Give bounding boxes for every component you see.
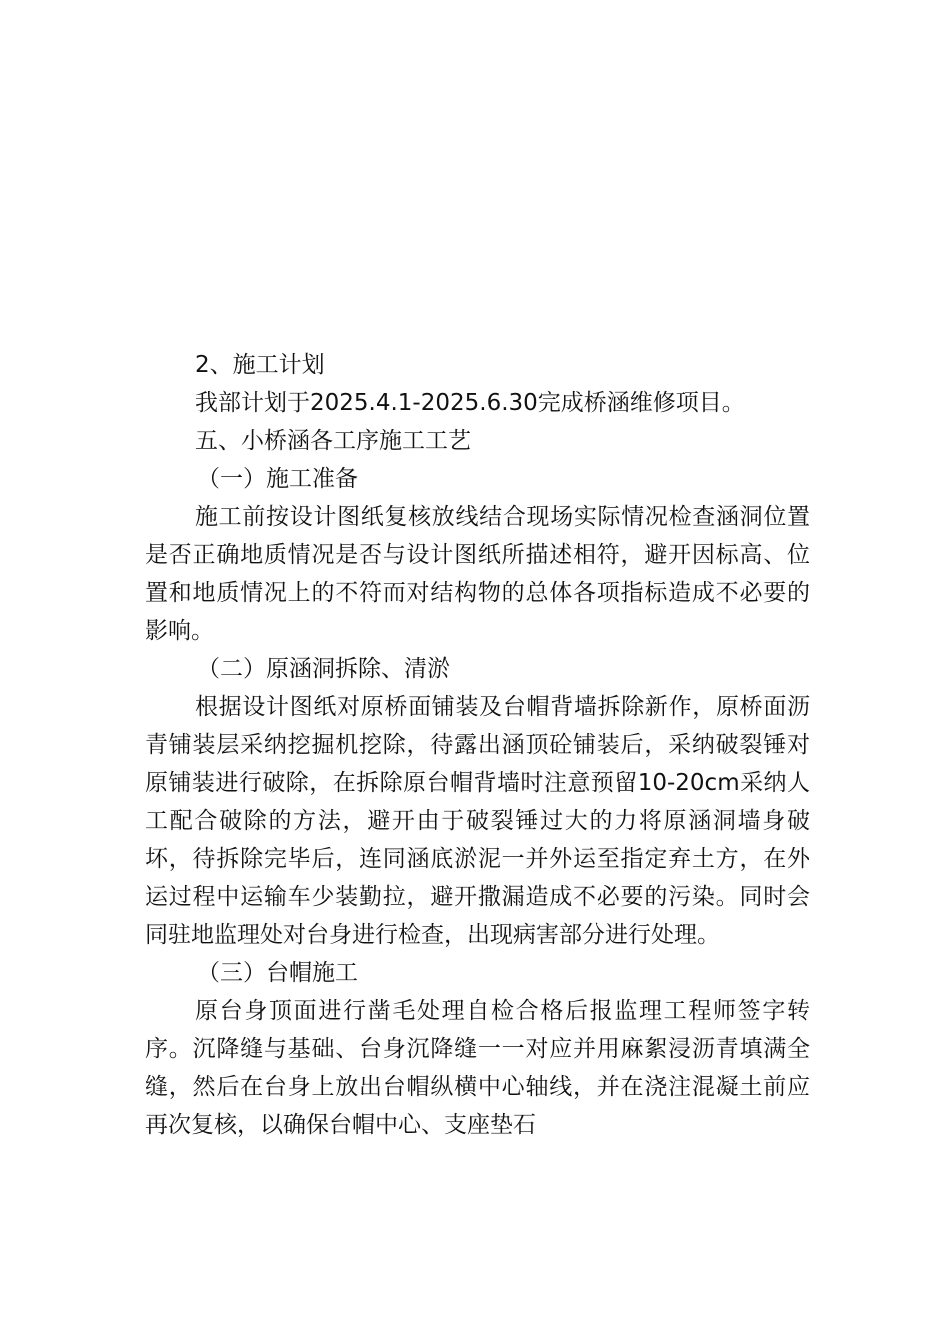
subsection-1-title: （一）施工准备 [197,466,358,492]
subsection-1-paragraph: 施工前按设计图纸复核放线结合现场实际情况检查涵洞位置是否正确地质情况是否与设计图纸所描述相符，避开因标高、位置和地质情况上的不符而对结构物的总体各项指标造成不必要的影响。 [145,504,810,644]
subsection-3-title: （三）台帽施工 [197,960,358,986]
heading-construction-plan: 2、施工计划 [195,352,325,378]
subsection-2-paragraph: 根据设计图纸对原桥面铺装及台帽背墙拆除新作，原桥面沥青铺装层采纳挖掘机挖除，待露出涵顶砼铺装后，采纳破裂锤对原铺装进行破除，在拆除原台帽背墙时注意预留10-20cm采纳人工配合破除的方法，避开由于破裂锤过大的力将原涵洞墙身破坏，待拆除完毕后，连同涵底淤泥一并外运至指定弃土方，在外运过程中运输车少装勤拉，避开撒漏造成不必要的污染。同时会同驻地监理处对台身进行检查，出现病害部分进行处理。 [145,694,810,948]
subsection-2-title: （二）原涵洞拆除、清淤 [197,656,450,682]
subsection-3-paragraph: 原台身顶面进行凿毛处理自检合格后报监理工程师签字转序。沉降缝与基础、台身沉降缝一一对应并用麻絮浸沥青填满全缝，然后在台身上放出台帽纵横中心轴线，并在浇注混凝土前应再次复核，以确保台帽中心、支座垫石 [145,998,810,1138]
construction-plan-text: 我部计划于2025.4.1-2025.6.30完成桥涵维修项目。 [195,390,745,416]
heading-section-five: 五、小桥涵各工序施工工艺 [195,428,471,454]
document-body [145,346,810,1144]
